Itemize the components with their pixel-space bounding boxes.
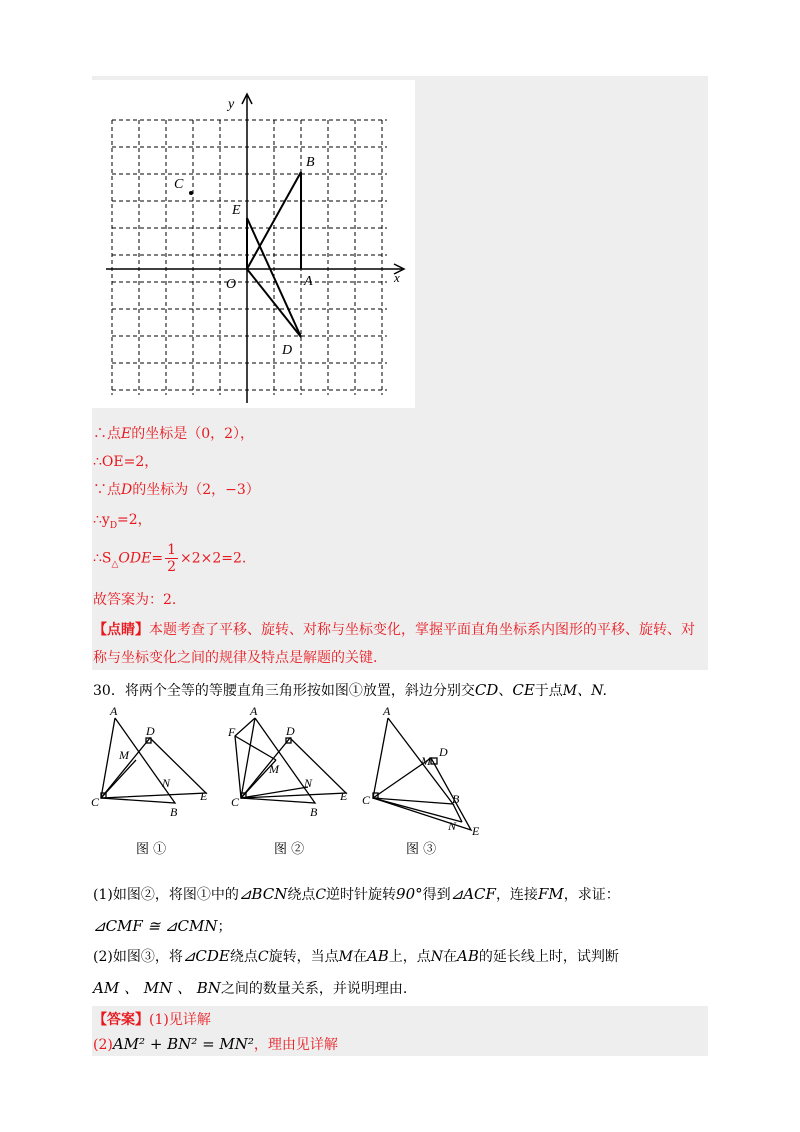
fig3-label-a: A [383, 704, 391, 718]
fig2-label-f: F [228, 725, 236, 739]
fig3-triangle-acb [373, 718, 453, 804]
comment-line-2: 称与坐标变化之间的规律及特点是解题的关键. [93, 650, 378, 666]
label-d: D [282, 343, 293, 358]
solution-line-3: ∵点D的坐标为（2，−3） [93, 482, 260, 498]
part2-line-2: AM 、 MN 、 BN之间的数量关系，并说明理由. [93, 979, 408, 997]
label-x: x [394, 270, 400, 285]
fig2-triangle-acb [241, 718, 315, 803]
fig2-label-c: C [231, 795, 240, 809]
fig3-label-c: C [362, 793, 371, 807]
part2-line-1: (2)如图③，将⊿CDE绕点C旋转，当点M在AB上，点N在AB的延长线上时，试判断 [93, 947, 619, 965]
fig2-label-a: A [250, 704, 258, 718]
fig2-label-e: E [340, 789, 348, 803]
fig3-label-e: E [472, 824, 480, 838]
fig1-label-b: B [170, 805, 178, 819]
label-c: C [174, 177, 184, 192]
label-origin: O [226, 277, 237, 292]
solution-line-2: ∴OE=2， [93, 454, 159, 470]
label-e: E [232, 203, 241, 218]
fig1-triangle-acb [101, 718, 175, 803]
fig2-caption: 图 ② [274, 842, 305, 857]
fig1-label-a: A [110, 704, 118, 718]
fig3-label-n: N [448, 819, 457, 833]
label-y: y [228, 97, 235, 112]
triangle-figures [88, 704, 508, 840]
fig2-label-n: N [304, 776, 313, 790]
comment-line-1: 【点睛】本题考查了平移、旋转、对称与坐标变化，掌握平面直角坐标系内图形的平移、旋转、对 [93, 622, 695, 638]
fig1-label-n: N [162, 776, 171, 790]
label-b: B [306, 155, 315, 170]
fig3-caption: 图 ③ [406, 842, 437, 857]
answer-text: 故答案为：2. [93, 592, 177, 608]
solution-line-1: ∴点E的坐标是（0，2）， [93, 426, 255, 442]
fig2-label-d: D [286, 724, 295, 738]
question-stem: 30．将两个全等的等腰直角三角形按如图①放置，斜边分别交CD、CE于点M、N. [93, 681, 607, 699]
label-a: A [304, 274, 313, 289]
point-c [189, 191, 193, 195]
fig1-caption: 图 ① [136, 842, 167, 857]
fig1-label-e: E [200, 789, 208, 803]
fig2-label-m: M [269, 762, 279, 776]
fig1-label-c: C [91, 795, 100, 809]
fig1-label-d: D [146, 724, 155, 738]
fig1-triangle-cde [101, 738, 206, 798]
answer-line-1: 【答案】(1)见详解 [93, 1012, 211, 1028]
part1-line-1: (1)如图②，将图①中的⊿BCN绕点C逆时针旋转90°得到⊿ACF，连接FM，求证： [93, 885, 620, 903]
fig3-label-b: B [452, 792, 460, 806]
fig1-label-m: M [119, 748, 129, 762]
fig3-label-d: D [439, 745, 448, 759]
solution-line-5: $\therefore S_\triangle ODE=$ $\frac{1}{2}$ ×2×2=2. [93, 542, 247, 575]
solution-line-4: $\therefore y_D=2$， [93, 512, 152, 531]
coordinate-grid-figure [92, 80, 415, 408]
answer-line-2: (2)AM² + BN² = MN²，理由见详解 [93, 1035, 338, 1053]
fig2-label-b: B [310, 805, 318, 819]
fig3-label-m: M [421, 754, 431, 768]
part1-line-2: ⊿CMF ≅ ⊿CMN； [93, 917, 232, 935]
